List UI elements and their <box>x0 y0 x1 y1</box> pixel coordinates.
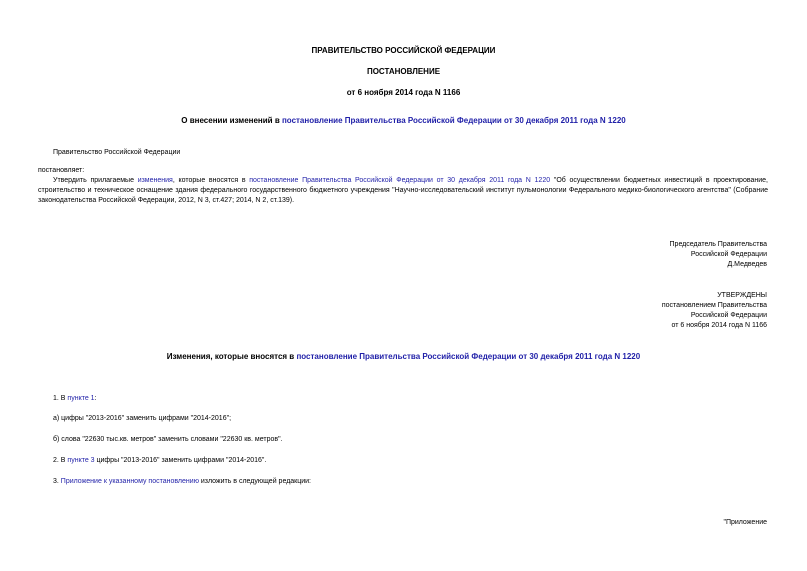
document-title <box>0 116 807 126</box>
resolution-1220-link[interactable]: постановление Правительства Российской Федерации от 30 декабря 2011 года N 1220 <box>249 177 551 184</box>
p1-text-c: "Об осуществлении бюджетных инвестиций в проектирование, строительство и техническое оснащение здания федерального государственного бюджетного учреждения "Научно-исследовательский институт пульмонологии Федерального медико-биологического агентства" (Собрание законодательства Российской Федерации, 2012, N 3, ст.427; 2014, N 2, ст.139). <box>38 177 768 204</box>
resolves-text: постановляет: <box>38 167 85 174</box>
change-item-2 <box>53 456 266 466</box>
item1-suffix: : <box>94 395 97 402</box>
approved-line-3: Российской Федерации <box>690 312 767 319</box>
approved-line-1: УТВЕРЖДЕНЫ <box>717 292 767 299</box>
change-item-1b: б) слова "22630 тыс.кв. метров" заменить словами "22630 кв. метров". <box>53 436 283 443</box>
resolution-paragraph <box>38 176 768 206</box>
item3-num: 3. <box>53 478 61 485</box>
title-link[interactable]: постановление Правительства Российской Федерации от 30 декабря 2011 года N 1220 <box>281 116 626 125</box>
change-item-1a: а) цифры "2013-2016" заменить цифрами "2014-2016"; <box>53 415 232 422</box>
signature-block <box>670 240 767 270</box>
approved-line-2: постановлением Правительства <box>661 302 767 309</box>
item2-suffix: цифры "2013-2016" заменить цифрами "2014-2016". <box>94 457 267 464</box>
document-date-number: от 6 ноября 2014 года N 1166 <box>346 88 461 97</box>
signature-line-1: Председатель Правительства <box>669 241 767 248</box>
changes-link[interactable]: изменения <box>137 177 173 184</box>
changes-title-prefix: Изменения, которые вносятся в <box>166 352 297 361</box>
item3-link-annex[interactable]: Приложение <box>60 478 102 485</box>
government-heading: ПРАВИТЕЛЬСТВО РОССИЙСКОЙ ФЕДЕРАЦИИ <box>311 46 496 55</box>
change-item-3 <box>53 477 311 487</box>
document-type: ПОСТАНОВЛЕНИЕ <box>366 67 441 76</box>
item1-prefix: 1. В <box>53 395 68 402</box>
approved-block <box>662 291 767 331</box>
signature-line-3: Д.Медведев <box>727 261 767 268</box>
item3-link-resolution[interactable]: к указанному постановлению <box>103 478 199 485</box>
signature-line-2: Российской Федерации <box>690 251 767 258</box>
change-item-1 <box>53 394 97 404</box>
title-prefix: О внесении изменений в <box>181 116 282 125</box>
item1-link[interactable]: пункте 1 <box>67 395 95 402</box>
issuer: Правительство Российской Федерации <box>53 149 181 156</box>
p1-text-b: , которые вносятся в <box>172 177 250 184</box>
item2-link[interactable]: пункте 3 <box>67 457 95 464</box>
approved-line-4: от 6 ноября 2014 года N 1166 <box>671 322 767 329</box>
p1-text-a: Утвердить прилагаемые <box>53 177 138 184</box>
item2-prefix: 2. В <box>53 457 68 464</box>
changes-title-link[interactable]: постановление Правительства Российской Федерации от 30 декабря 2011 года N 1220 <box>296 352 641 361</box>
changes-title <box>0 352 807 362</box>
item3-suffix: изложить в следующей редакции: <box>198 478 312 485</box>
annex-label: "Приложение <box>723 519 767 526</box>
